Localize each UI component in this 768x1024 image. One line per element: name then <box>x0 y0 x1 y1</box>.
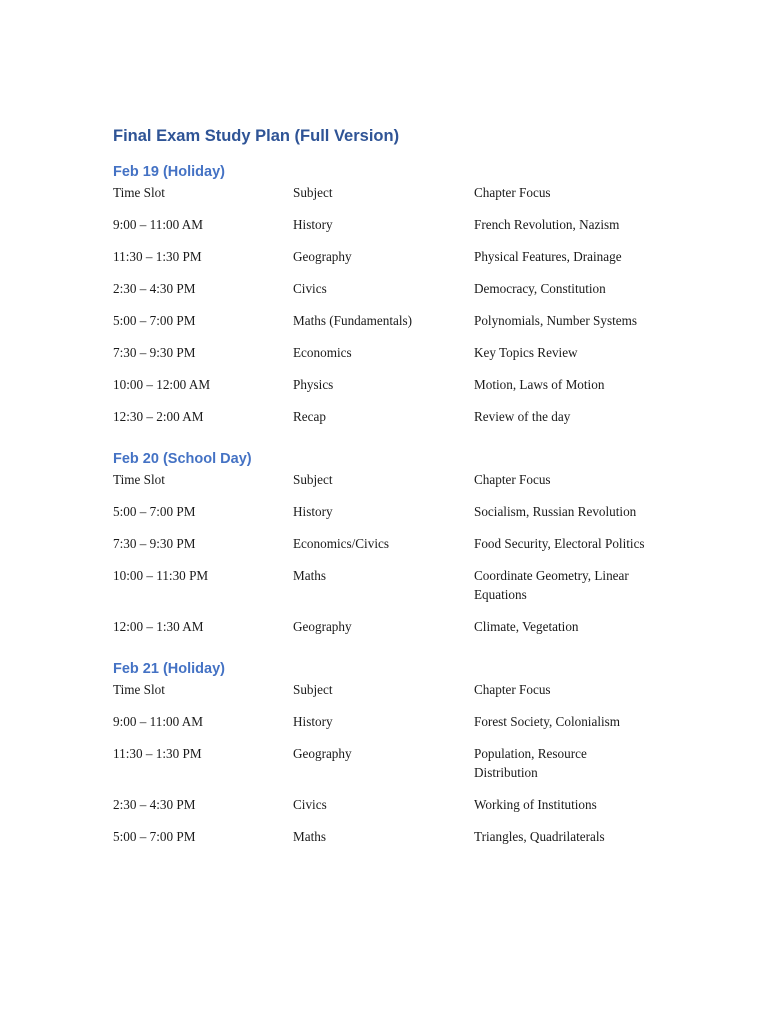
table-row <box>113 502 649 534</box>
subject-cell: Maths <box>293 567 326 583</box>
schedule-section <box>113 448 673 637</box>
subject-cell: Physics <box>293 377 334 392</box>
time-slot-cell: 5:00 – 7:00 PM <box>113 313 196 328</box>
chapter-focus-cell: Review of the day <box>474 409 571 424</box>
table-row <box>113 827 649 847</box>
table-row <box>113 215 649 247</box>
subject-cell: Economics/Civics <box>293 535 389 551</box>
chapter-focus-cell: French Revolution, Nazism <box>474 217 620 232</box>
schedule-table <box>113 680 649 847</box>
column-header: Chapter Focus <box>474 185 551 200</box>
chapter-focus-cell: Coordinate Geometry, Linear Equations <box>474 567 629 602</box>
subject-cell: History <box>293 713 333 729</box>
schedule-table <box>113 183 649 427</box>
time-slot-cell: 12:30 – 2:00 AM <box>113 409 204 424</box>
document-title: Final Exam Study Plan (Full Version) <box>113 127 400 145</box>
chapter-focus-cell: Socialism, Russian Revolution <box>474 503 637 519</box>
column-header: Time Slot <box>113 681 165 697</box>
column-header: Subject <box>293 185 333 200</box>
table-header-row <box>113 680 649 712</box>
subject-cell: History <box>293 503 333 519</box>
chapter-focus-cell: Food Security, Electoral Politics <box>474 535 645 551</box>
time-slot-cell: 7:30 – 9:30 PM <box>113 345 196 360</box>
time-slot-cell: 9:00 – 11:00 AM <box>113 713 203 729</box>
table-row <box>113 712 649 744</box>
subject-cell: Maths <box>293 829 326 844</box>
time-slot-cell: 5:00 – 7:00 PM <box>113 503 196 519</box>
document-page <box>113 124 673 847</box>
column-header: Chapter Focus <box>474 471 551 487</box>
chapter-focus-cell: Climate, Vegetation <box>474 619 579 634</box>
time-slot-cell: 12:00 – 1:30 AM <box>113 619 204 634</box>
schedule-section <box>113 658 673 847</box>
time-slot-cell: 10:00 – 11:30 PM <box>113 567 209 583</box>
time-slot-cell: 2:30 – 4:30 PM <box>113 281 196 296</box>
chapter-focus-cell: Polynomials, Number Systems <box>474 313 638 328</box>
column-header: Time Slot <box>113 471 165 487</box>
table-row <box>113 375 649 407</box>
time-slot-cell: 5:00 – 7:00 PM <box>113 829 196 844</box>
table-header-row <box>113 470 649 502</box>
time-slot-cell: 11:30 – 1:30 PM <box>113 249 202 264</box>
time-slot-cell: 7:30 – 9:30 PM <box>113 535 196 551</box>
chapter-focus-cell: Democracy, Constitution <box>474 281 606 296</box>
column-header: Chapter Focus <box>474 681 551 697</box>
table-row <box>113 795 649 827</box>
table-row <box>113 617 649 637</box>
schedule-table <box>113 470 649 637</box>
table-row <box>113 247 649 279</box>
time-slot-cell: 2:30 – 4:30 PM <box>113 797 196 812</box>
chapter-focus-cell: Population, Resource Distribution <box>474 745 587 780</box>
subject-cell: Maths (Fundamentals) <box>293 313 413 328</box>
subject-cell: Geography <box>293 249 352 264</box>
table-row <box>113 407 649 427</box>
schedule-section <box>113 161 673 427</box>
subject-cell: Recap <box>293 409 326 424</box>
subject-cell: Civics <box>293 797 327 812</box>
section-heading: Feb 19 (Holiday) <box>113 164 225 180</box>
subject-cell: Geography <box>293 745 352 761</box>
column-header: Subject <box>293 471 333 487</box>
chapter-focus-cell: Triangles, Quadrilaterals <box>474 829 605 844</box>
column-header: Time Slot <box>113 185 165 200</box>
table-row <box>113 311 649 343</box>
chapter-focus-cell: Forest Society, Colonialism <box>474 713 621 729</box>
chapter-focus-cell: Motion, Laws of Motion <box>474 377 605 392</box>
section-heading: Feb 21 (Holiday) <box>113 660 225 677</box>
table-row <box>113 534 649 566</box>
time-slot-cell: 9:00 – 11:00 AM <box>113 217 203 232</box>
subject-cell: Geography <box>293 619 352 634</box>
chapter-focus-cell: Working of Institutions <box>474 797 597 812</box>
table-row <box>113 566 649 618</box>
table-row <box>113 279 649 311</box>
table-header-row <box>113 183 649 215</box>
chapter-focus-cell: Key Topics Review <box>474 345 578 360</box>
subject-cell: History <box>293 217 333 232</box>
time-slot-cell: 10:00 – 12:00 AM <box>113 377 211 392</box>
time-slot-cell: 11:30 – 1:30 PM <box>113 745 202 761</box>
section-heading: Feb 20 (School Day) <box>113 450 252 467</box>
subject-cell: Economics <box>293 345 352 360</box>
sections-container <box>113 161 673 847</box>
chapter-focus-cell: Physical Features, Drainage <box>474 249 622 264</box>
subject-cell: Civics <box>293 281 327 296</box>
column-header: Subject <box>293 681 333 697</box>
table-row <box>113 744 649 796</box>
table-row <box>113 343 649 375</box>
